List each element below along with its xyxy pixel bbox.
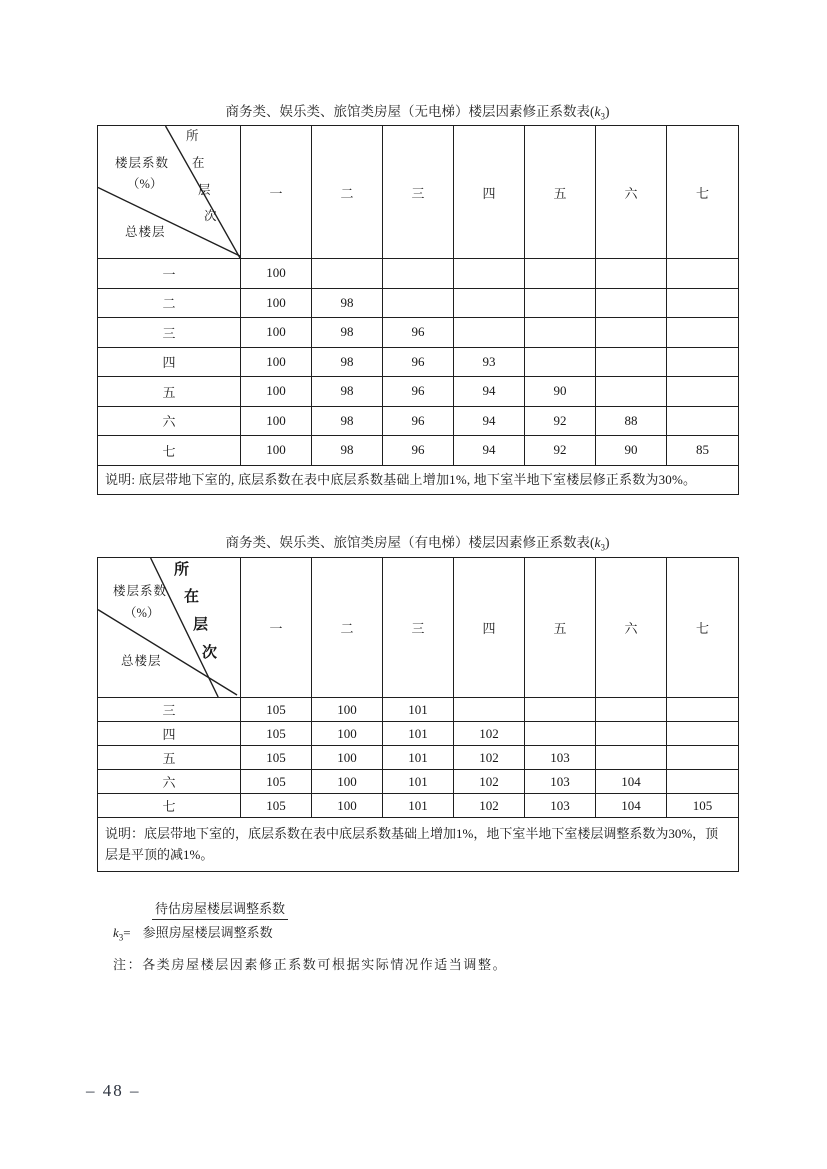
table-row [98,770,739,794]
value-cell: 100 [312,698,383,722]
value-cell: 105 [667,794,739,818]
value-cell: 104 [596,770,667,794]
value-cell: 92 [525,436,596,466]
value-cell: 98 [312,377,383,407]
value-cell [454,318,525,348]
corner-diag-char: 在 [192,156,205,170]
table-no-elevator [97,125,739,495]
table-row [98,722,739,746]
k3-subscript: 3 [600,111,605,122]
value-cell [667,318,739,348]
value-cell [667,698,739,722]
value-cell: 98 [312,436,383,466]
corner-diag-char: 层 [198,183,211,197]
value-cell [596,698,667,722]
corner-diag-char: 次 [202,645,218,661]
title-paren-close: ) [605,535,610,550]
value-cell: 102 [454,722,525,746]
value-cell: 94 [454,377,525,407]
table-row [98,794,739,818]
corner-label-floor-coefficient: 楼层系数 [115,156,170,170]
column-header: 六 [596,558,667,698]
column-header: 五 [525,558,596,698]
table2-title-text: 商务类、娱乐类、旅馆类房屋（有电梯）楼层因素修正系数表 [225,535,590,550]
table-row [98,436,739,466]
value-cell: 100 [312,746,383,770]
row-label: 六 [98,406,241,436]
value-cell: 102 [454,770,525,794]
value-cell [454,259,525,289]
column-header: 四 [454,558,525,698]
row-label: 七 [98,436,241,466]
value-cell: 96 [383,377,454,407]
value-cell: 105 [241,794,312,818]
value-cell: 85 [667,436,739,466]
value-cell: 98 [312,406,383,436]
corner-label-floor-coefficient: 楼层系数 [113,584,168,598]
table1-title [97,100,738,122]
corner-label-percent: （%） [127,177,163,191]
value-cell: 104 [596,794,667,818]
column-header: 一 [241,126,312,259]
value-cell [667,288,739,318]
table2-body [98,698,739,818]
column-header: 三 [383,126,454,259]
value-cell: 101 [383,794,454,818]
value-cell: 105 [241,746,312,770]
value-cell: 100 [312,722,383,746]
value-cell: 98 [312,318,383,348]
value-cell [525,288,596,318]
formula-denominator-line [113,922,288,943]
column-header: 五 [525,126,596,259]
diagonal-lines [98,126,240,258]
value-cell [454,288,525,318]
value-cell: 105 [241,770,312,794]
value-cell: 103 [525,794,596,818]
k3-symbol: k [594,104,601,119]
value-cell: 102 [454,746,525,770]
table1-body [98,259,739,466]
row-label: 五 [98,377,241,407]
column-header: 三 [383,558,454,698]
value-cell [667,746,739,770]
column-header: 一 [241,558,312,698]
value-cell [525,698,596,722]
row-label: 四 [98,722,241,746]
diagonal-lines [98,558,240,697]
value-cell: 100 [241,406,312,436]
row-label: 五 [98,746,241,770]
row-label: 三 [98,318,241,348]
value-cell: 101 [383,770,454,794]
value-cell: 96 [383,347,454,377]
value-cell [667,377,739,407]
header-row [98,126,739,259]
value-cell [383,288,454,318]
k3-subscript: 3 [118,932,124,943]
value-cell [667,406,739,436]
value-cell [596,722,667,746]
value-cell: 96 [383,406,454,436]
k3-symbol: k [113,925,119,940]
value-cell: 92 [525,406,596,436]
diagonal-corner-cell [98,558,241,698]
value-cell [596,377,667,407]
value-cell: 105 [241,722,312,746]
value-cell: 101 [383,746,454,770]
corner-diag-char: 所 [186,129,199,143]
value-cell: 100 [241,377,312,407]
formula-numerator: 待估房屋楼层调整系数 [152,898,288,920]
header-row [98,558,739,698]
value-cell: 93 [454,347,525,377]
table-row [98,259,739,289]
value-cell: 100 [312,770,383,794]
value-cell [525,347,596,377]
value-cell: 100 [312,794,383,818]
k3-symbol: k [594,535,601,550]
value-cell: 101 [383,698,454,722]
table2-note: 说明：底层带地下室的，底层系数在表中底层系数基础上增加1%，地下室半地下室楼层调整系数为30%，顶层是平顶的减1%。 [98,818,739,872]
value-cell [596,259,667,289]
value-cell: 96 [383,436,454,466]
value-cell: 103 [525,746,596,770]
column-header: 七 [667,126,739,259]
value-cell [312,259,383,289]
adjustment-footnote: 注：各类房屋楼层因素修正系数可根据实际情况作适当调整。 [113,957,508,972]
value-cell: 88 [596,406,667,436]
table2-title [97,531,738,553]
row-label: 二 [98,288,241,318]
formula-denominator: 参照房屋楼层调整系数 [142,925,273,940]
table1-note: 说明: 底层带地下室的, 底层系数在表中底层系数基础上增加1%, 地下室半地下室楼层修正系数为30%。 [98,465,739,494]
row-label: 六 [98,770,241,794]
table-row [98,347,739,377]
row-label: 三 [98,698,241,722]
column-header: 二 [312,126,383,259]
row-label: 四 [98,347,241,377]
value-cell [454,698,525,722]
table2-note-row [98,818,739,872]
page-number: – 48 – [86,1081,141,1100]
equals-sign: = [123,925,131,940]
table-row [98,318,739,348]
value-cell [667,259,739,289]
value-cell [667,722,739,746]
table-with-elevator [97,557,739,872]
value-cell [667,347,739,377]
k3-formula [113,898,288,943]
value-cell [596,347,667,377]
corner-label-total-floors: 总楼层 [125,225,166,239]
value-cell: 100 [241,288,312,318]
value-cell [667,770,739,794]
corner-label-percent: （%） [124,606,160,620]
corner-diag-char: 所 [174,562,190,578]
value-cell: 102 [454,794,525,818]
table1-title-text: 商务类、娱乐类、旅馆类房屋（无电梯）楼层因素修正系数表 [225,104,590,119]
table-row [98,406,739,436]
value-cell [525,259,596,289]
value-cell [596,288,667,318]
table1-note-row [98,465,739,494]
table-row [98,377,739,407]
value-cell: 96 [383,318,454,348]
table-row [98,288,739,318]
title-paren-close: ) [605,104,610,119]
value-cell: 103 [525,770,596,794]
corner-diag-char: 在 [184,589,200,605]
value-cell: 94 [454,436,525,466]
diagonal-corner-cell [98,126,241,259]
value-cell: 98 [312,288,383,318]
table-row [98,698,739,722]
k3-subscript: 3 [600,542,605,553]
value-cell: 100 [241,436,312,466]
column-header: 六 [596,126,667,259]
column-header: 二 [312,558,383,698]
column-header: 四 [454,126,525,259]
value-cell: 90 [525,377,596,407]
value-cell [383,259,454,289]
row-label: 七 [98,794,241,818]
title-paren: ( [590,535,595,550]
corner-diag-char: 层 [193,617,209,633]
corner-label-total-floors: 总楼层 [121,654,162,668]
value-cell: 98 [312,347,383,377]
value-cell [525,318,596,348]
table-row [98,746,739,770]
value-cell: 105 [241,698,312,722]
value-cell: 94 [454,406,525,436]
value-cell [596,318,667,348]
value-cell [525,722,596,746]
row-label: 一 [98,259,241,289]
value-cell: 100 [241,347,312,377]
value-cell: 100 [241,259,312,289]
value-cell [596,746,667,770]
value-cell: 101 [383,722,454,746]
title-paren: ( [590,104,595,119]
corner-diag-char: 次 [204,209,217,223]
column-header: 七 [667,558,739,698]
value-cell: 90 [596,436,667,466]
value-cell: 100 [241,318,312,348]
